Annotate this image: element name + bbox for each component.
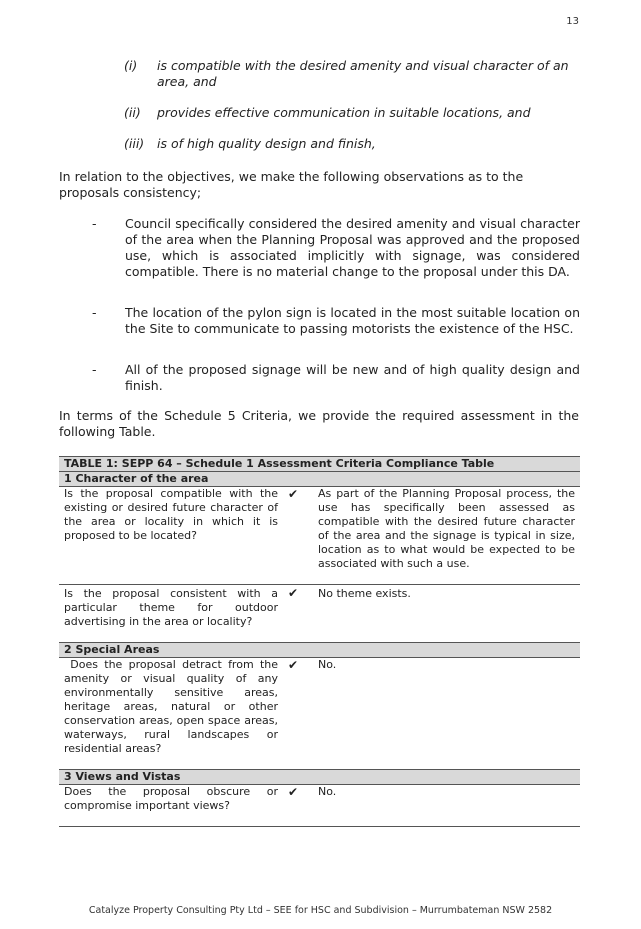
- section-heading-row: [59, 770, 580, 785]
- objectives-list: [124, 58, 580, 167]
- objective-item: [124, 136, 580, 152]
- page-number: 13: [566, 16, 579, 27]
- observation-text: The location of the pylon sign is located in the most suitable location on the Site to communicate to passing motorists the existence of the HSC.: [125, 305, 580, 336]
- section-heading: 3 Views and Vistas: [59, 770, 580, 785]
- observation-item: [88, 362, 580, 394]
- criteria-question: Does the proposal detract from the amenity or visual quality of any environmentally sensitive areas, heritage areas, natural or other conservation areas, open space areas, waterways, rural landscapes or residential areas?: [59, 658, 283, 770]
- section-heading-row: [59, 472, 580, 487]
- objective-text: provides effective communication in suitable locations, and: [157, 105, 531, 120]
- criteria-answer: No.: [313, 658, 580, 770]
- objective-numeral: (ii): [124, 105, 141, 120]
- objective-numeral: (i): [124, 58, 138, 73]
- objective-text: is of high quality design and finish,: [157, 136, 376, 151]
- criteria-answer: As part of the Planning Proposal process, the use has specifically been assessed as compatible with the desired future character of the area and the signage is typical in size, location as to what would be expected to be associated with such a use.: [313, 487, 580, 585]
- check-icon: ✔: [283, 658, 313, 770]
- criteria-question: Does the proposal obscure or compromise important views?: [59, 785, 283, 827]
- assessment-table: [59, 456, 580, 827]
- page-footer: Catalyze Property Consulting Pty Ltd – SEE for HSC and Subdivision – Murrumbateman NSW 2582: [88, 905, 553, 916]
- criteria-question: Is the proposal compatible with the existing or desired future character of the area or locality in which it is proposed to be located?: [59, 487, 283, 585]
- table-row: [59, 785, 580, 827]
- criteria-answer: No theme exists.: [313, 585, 580, 643]
- table-row: [59, 585, 580, 643]
- dash-bullet: -: [92, 305, 97, 320]
- table-row: [59, 487, 580, 585]
- check-icon: ✔: [283, 585, 313, 643]
- check-icon: ✔: [283, 487, 313, 585]
- table-title-row: [59, 457, 580, 472]
- section-heading-row: [59, 643, 580, 658]
- objective-numeral: (iii): [124, 136, 145, 151]
- observation-item: [88, 216, 580, 280]
- objective-item: [124, 105, 580, 121]
- section-heading: 1 Character of the area: [59, 472, 580, 487]
- dash-bullet: -: [92, 216, 97, 231]
- check-icon: ✔: [283, 785, 313, 827]
- criteria-answer: No.: [313, 785, 580, 827]
- observations-list: [88, 216, 580, 394]
- objective-text: is compatible with the desired amenity and visual character of an area, and: [157, 58, 569, 89]
- schedule-paragraph: In terms of the Schedule 5 Criteria, we provide the required assessment in the following Table.: [59, 408, 579, 439]
- table-title: TABLE 1: SEPP 64 – Schedule 1 Assessment Criteria Compliance Table: [59, 457, 580, 472]
- table-row: [59, 658, 580, 770]
- objective-item: [124, 58, 580, 90]
- observation-text: All of the proposed signage will be new and of high quality design and finish.: [125, 362, 580, 393]
- observation-text: Council specifically considered the desired amenity and visual character of the area when the Planning Proposal was approved and the proposed use, which is associated implicitly with signage, was considered compatible. There is no material change to the proposal under this DA.: [125, 216, 580, 279]
- intro-paragraph: In relation to the objectives, we make the following observations as to the proposals consistency;: [59, 169, 524, 200]
- dash-bullet: -: [92, 362, 97, 377]
- criteria-question: Is the proposal consistent with a particular theme for outdoor advertising in the area or locality?: [59, 585, 283, 643]
- section-heading: 2 Special Areas: [59, 643, 580, 658]
- observation-item: [88, 305, 580, 337]
